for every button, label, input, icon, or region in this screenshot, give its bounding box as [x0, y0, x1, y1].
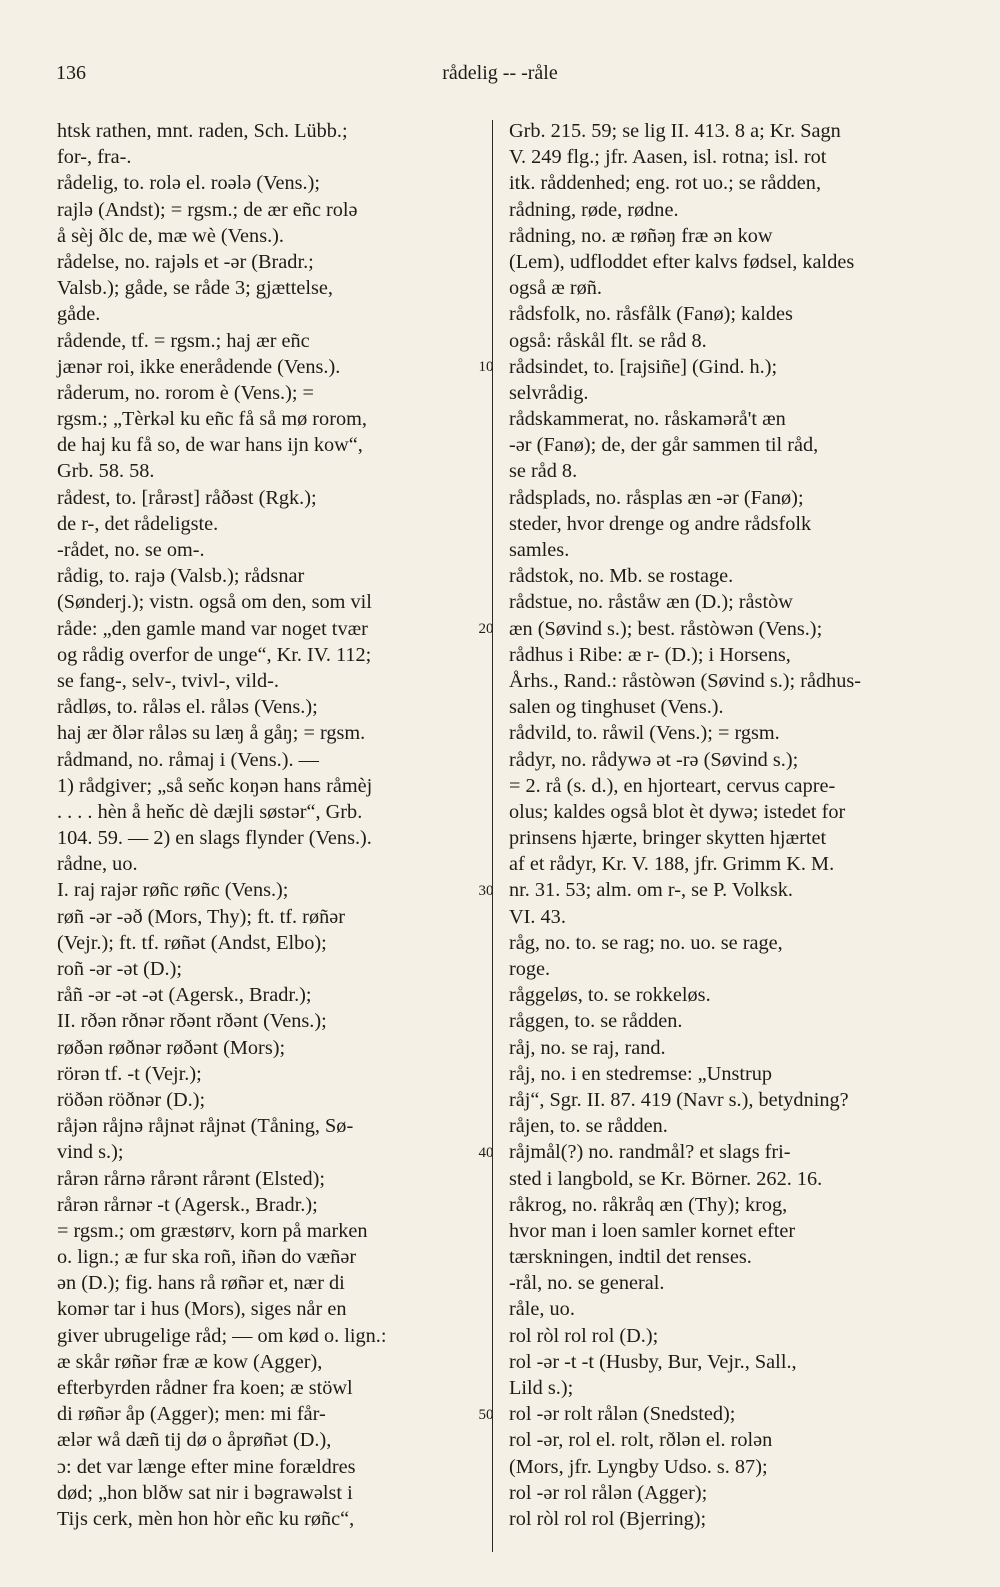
text-line: røñ -ər -əð (Mors, Thy); ft. tf. røñər — [57, 905, 345, 928]
text-line: giver ubrugelige råd; — om kød o. lign.: — [57, 1324, 387, 1347]
text-line: rådende, tf. = rgsm.; haj ær eñc — [57, 329, 310, 352]
text-line: Lild s.); — [509, 1377, 574, 1399]
text-line: nr. 31. 53; alm. om r-, se P. Volksk. — [509, 879, 793, 902]
text-line: af et rådyr, Kr. V. 188, jfr. Grimm K. M. — [509, 853, 835, 876]
text-line: for-, fra-. — [57, 146, 132, 169]
text-line: rådstue, no. råståw æn (D.); råstòw — [509, 591, 793, 614]
page-number: 136 — [56, 62, 86, 84]
text-line: komər tar i hus (Mors), siges når en — [57, 1298, 347, 1321]
text-line: råjən råjnə råjnət råjnət (Tåning, Sø- — [57, 1115, 354, 1138]
text-line: o. lign.; æ fur ska roñ, iñən do væñər — [57, 1246, 357, 1269]
text-line: også: råskål flt. se råd 8. — [509, 329, 707, 352]
text-line: olus; kaldes også blot èt dywə; istedet for — [509, 800, 846, 823]
text-line: rådmand, no. råmaj i (Vens.). — — [57, 748, 319, 771]
text-line: sted i langbold, se Kr. Börner. 262. 16. — [509, 1167, 823, 1190]
text-line: råjen, to. se rådden. — [509, 1115, 668, 1138]
text-line: rådelse, no. rajəls et -ər (Bradr.; — [57, 250, 314, 273]
text-line: død; „hon blðw sat nir i bəgrawəlst i — [57, 1481, 353, 1504]
text-line: VI. 43. — [509, 905, 566, 928]
text-line: de haj ku få so, de war hans ijn kow“, — [57, 434, 363, 457]
text-line: (Sønderj.); vistn. også om den, som vil — [57, 591, 372, 614]
text-line: røðən røðnər røðənt (Mors); — [57, 1036, 286, 1059]
text-line: rol ròl rol rol (Bjerring); — [509, 1507, 707, 1530]
text-line: rådsindet, to. [rajsiñe] (Gind. h.); — [509, 355, 778, 378]
text-line: rårən rårnər -t (Agersk., Bradr.); — [57, 1193, 318, 1216]
text-line: 1) rådgiver; „så seňc koŋən hans råmèj — [57, 774, 373, 797]
text-line: samles. — [509, 539, 570, 561]
text-line: Grb. 215. 59; se lig II. 413. 8 a; Kr. Sagn — [509, 120, 841, 142]
text-line: jænər roi, ikke enerådende (Vens.). — [57, 355, 341, 378]
text-line: råkrog, no. råkråq æn (Thy); krog, — [509, 1193, 788, 1216]
text-line: efterbyrden rådner fra koen; æ stöwl — [57, 1377, 353, 1399]
text-line: rol -ər rol rålən (Agger); — [509, 1481, 708, 1504]
text-line: = rgsm.; om græstørv, korn på marken — [57, 1219, 368, 1242]
line-number: 30 — [478, 882, 494, 899]
text-line: V. 249 flg.; jfr. Aasen, isl. rotna; isl. rot — [509, 146, 827, 169]
text-line: rol -ər -t -t (Husby, Bur, Vejr., Sall., — [509, 1350, 797, 1373]
text-line: rådyr, no. rådywə ət -rə (Søvind s.); — [509, 748, 799, 771]
text-line: steder, hvor drenge og andre rådsfolk — [509, 512, 812, 535]
text-line: rådsplads, no. råsplas æn -ər (Fanø); — [509, 486, 804, 509]
left-column — [57, 118, 485, 1532]
text-line: rådelig, to. rolə el. roələ (Vens.); — [57, 172, 320, 195]
text-line: (Mors, jfr. Lyngby Udso. s. 87); — [509, 1455, 768, 1478]
text-line: = 2. rå (s. d.), en hjorteart, cervus capre- — [509, 774, 836, 797]
text-line: Valsb.); gåde, se råde 3; gjættelse, — [57, 277, 333, 300]
text-line: rgsm.; „Tèrkəl ku eñc få så mø rorom, — [57, 408, 367, 431]
text-line: Tijs cerk, mèn hon hòr eñc ku røñc“, — [57, 1507, 355, 1530]
text-line: ælər wå dæñ tij dø o åprøñət (D.), — [57, 1429, 332, 1452]
text-line: rol ròl rol rol (D.); — [509, 1324, 659, 1347]
text-line: gåde. — [57, 303, 101, 326]
page-header — [56, 62, 944, 92]
text-line: roñ -ər -ət (D.); — [57, 958, 183, 980]
text-line: II. rðən rðnər rðənt rðənt (Vens.); — [57, 1010, 327, 1033]
text-line: råg, no. to. se rag; no. uo. se rage, — [509, 931, 783, 954]
text-line: vind s.); — [57, 1141, 124, 1164]
text-line: å sèj ðlc de, mæ wè (Vens.). — [57, 224, 284, 247]
text-line: hvor man i loen samler kornet efter — [509, 1219, 796, 1242]
text-line: ɔ: det var længe efter mine forældres — [57, 1455, 356, 1478]
text-line: (Vejr.); ft. tf. røñət (Andst, Elbo); — [57, 931, 327, 954]
text-line: Århs., Rand.: råstòwən (Søvind s.); rådhus- — [509, 669, 862, 692]
line-number: 20 — [478, 620, 494, 637]
text-line: råj, no. se raj, rand. — [509, 1036, 666, 1059]
right-column — [509, 118, 943, 1532]
text-line: rådstok, no. Mb. se rostage. — [509, 565, 734, 588]
text-line: rol -ər, rol el. rolt, rðlən el. rolən — [509, 1429, 773, 1452]
text-line: også æ røñ. — [509, 277, 602, 300]
text-line: I. raj rajər røñc røñc (Vens.); — [57, 879, 289, 902]
text-line: råj, no. i en stedremse: „Unstrup — [509, 1062, 773, 1085]
text-line: tærskningen, indtil det renses. — [509, 1246, 752, 1269]
text-line: htsk rathen, mnt. raden, Sch. Lübb.; — [57, 120, 348, 142]
text-line: råggeløs, to. se rokkeløs. — [509, 984, 711, 1007]
running-head: rådelig -- -råle — [442, 62, 558, 84]
text-line: se råd 8. — [509, 460, 578, 483]
text-line: 104. 59. — 2) en slags flynder (Vens.). — [57, 827, 372, 850]
text-line: råderum, no. rorom è (Vens.); = — [57, 381, 314, 404]
text-line: rådhus i Ribe: æ r- (D.); i Horsens, — [509, 643, 791, 666]
text-line: itk. råddenhed; eng. rot uo.; se rådden, — [509, 172, 822, 195]
text-line: rårən rårnə rårənt rårənt (Elsted); — [57, 1167, 325, 1190]
column-divider — [492, 120, 493, 1552]
text-line: rådning, røde, rødne. — [509, 198, 679, 221]
text-line: råle, uo. — [509, 1298, 575, 1321]
text-line: -rål, no. se general. — [509, 1272, 665, 1295]
text-line: di røñər åp (Agger); men: mi får- — [57, 1403, 326, 1426]
text-line: rörən tf. -t (Vejr.); — [57, 1062, 202, 1085]
text-line: . . . . hèn å heňc dè dæjli søstər“, Grb. — [57, 800, 363, 823]
text-line: se fang-, selv-, tvivl-, vild-. — [57, 669, 279, 692]
text-line: Grb. 58. 58. — [57, 460, 155, 483]
text-line: -ər (Fanø); de, der går sammen til råd, — [509, 434, 819, 457]
text-line: de r-, det rådeligste. — [57, 512, 219, 535]
line-number: 10 — [478, 358, 494, 375]
text-line: og rådig overfor de unge“, Kr. IV. 112; — [57, 643, 372, 666]
text-line: salen og tinghuset (Vens.). — [509, 696, 724, 719]
text-line: rådsfolk, no. råsfålk (Fanø); kaldes — [509, 303, 793, 326]
text-line: röðən röðnər (D.); — [57, 1088, 206, 1111]
text-line: råñ -ər -ət -ət (Agersk., Bradr.); — [57, 984, 312, 1007]
text-line: ən (D.); fig. hans rå røñər et, nær di — [57, 1272, 345, 1295]
text-line: rådne, uo. — [57, 853, 138, 876]
text-line: rådning, no. æ røñəŋ fræ ən kow — [509, 224, 773, 247]
text-line: råde: „den gamle mand var noget tvær — [57, 617, 368, 640]
text-line: rajlə (Andst); = rgsm.; de ær eñc rolə — [57, 198, 358, 221]
text-line: roge. — [509, 958, 551, 980]
text-line: haj ær ðlər råləs su læŋ å gåŋ; = rgsm. — [57, 722, 366, 745]
line-number: 40 — [478, 1144, 494, 1161]
text-line: råj“, Sgr. II. 87. 419 (Navr s.), betydning? — [509, 1088, 849, 1111]
text-line: rådest, to. [rårəst] råðəst (Rgk.); — [57, 486, 317, 509]
text-line: prinsens hjærte, bringer skytten hjærtet — [509, 827, 827, 850]
line-number: 50 — [478, 1406, 494, 1423]
text-line: råjmål(?) no. randmål? et slags fri- — [509, 1141, 791, 1164]
text-line: rådløs, to. råləs el. råləs (Vens.); — [57, 696, 318, 719]
text-line: -rådet, no. se om-. — [57, 539, 205, 561]
text-line: rol -ər rolt rålən (Snedsted); — [509, 1403, 736, 1426]
text-line: (Lem), udfloddet efter kalvs fødsel, kaldes — [509, 250, 855, 273]
text-line: æn (Søvind s.); best. råstòwən (Vens.); — [509, 617, 823, 640]
text-line: selvrådig. — [509, 381, 589, 404]
text-line: æ skår røñər fræ æ kow (Agger), — [57, 1350, 323, 1373]
text-line: rådskammerat, no. råskamərå't æn — [509, 408, 786, 431]
text-line: rådvild, to. råwil (Vens.); = rgsm. — [509, 722, 780, 745]
text-line: rådig, to. rajə (Valsb.); rådsnar — [57, 565, 305, 588]
text-line: råggen, to. se rådden. — [509, 1010, 683, 1033]
